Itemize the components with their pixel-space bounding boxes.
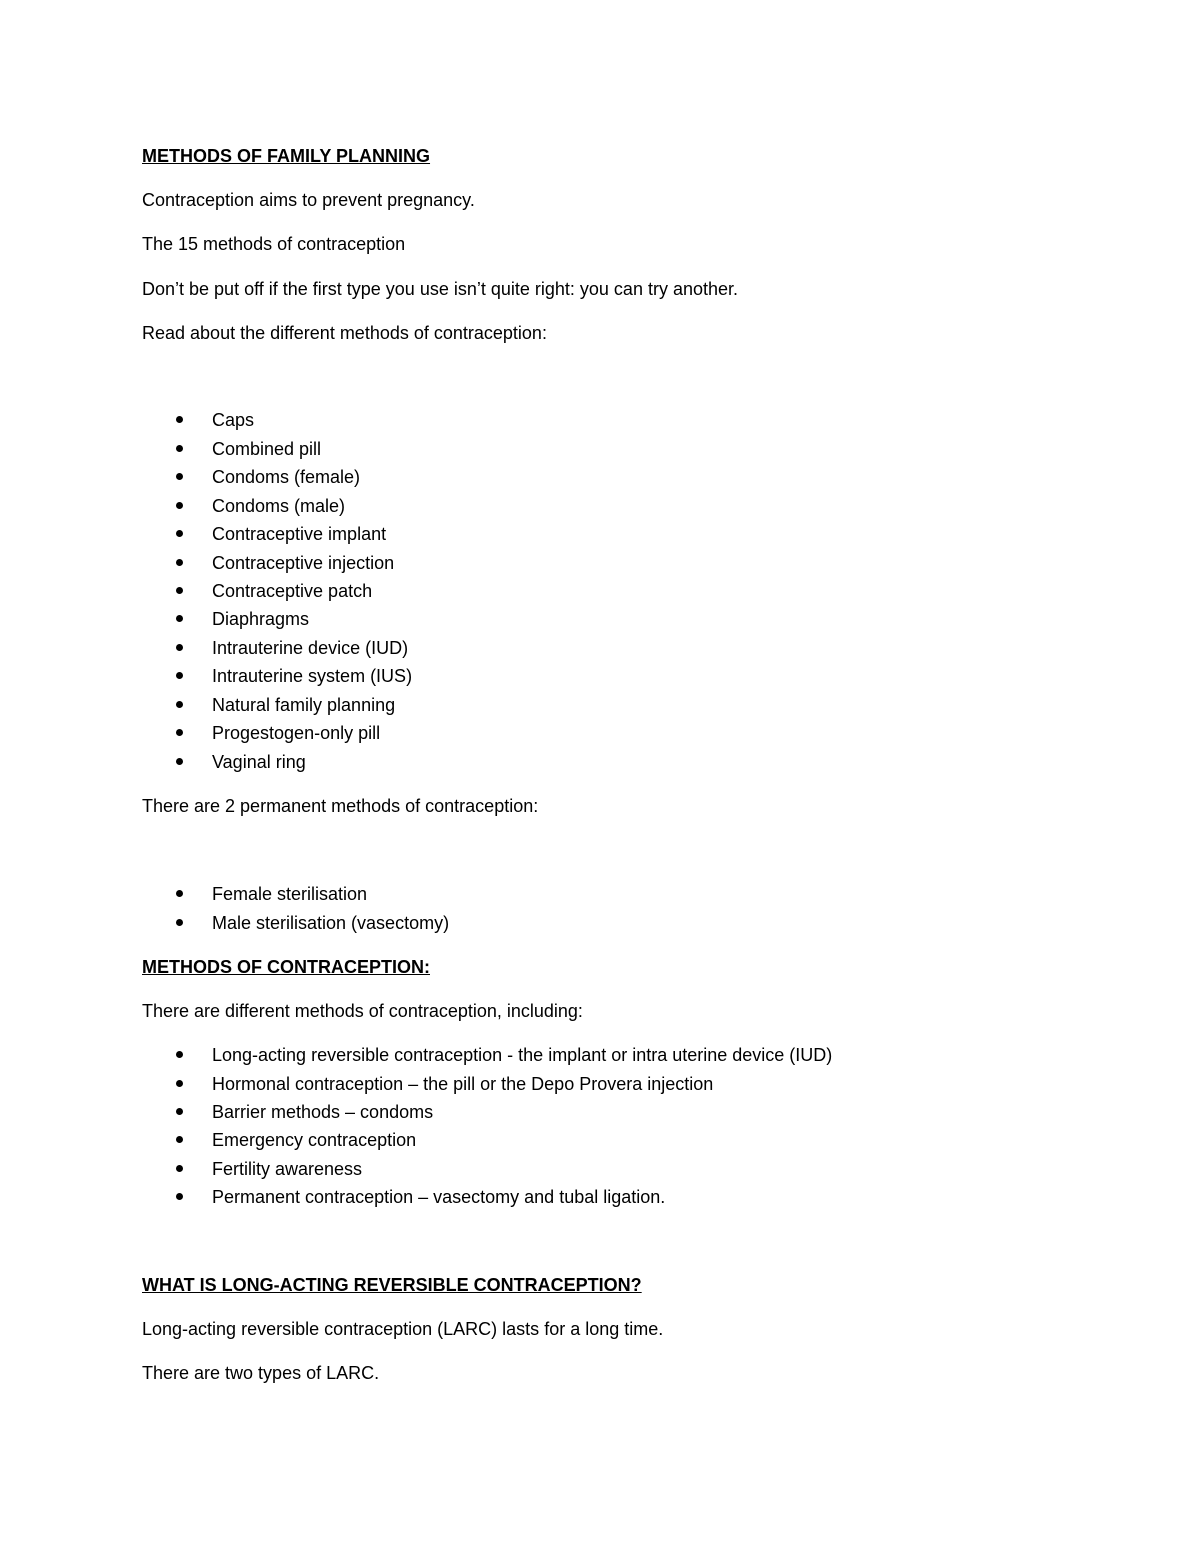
bullet-icon xyxy=(176,587,183,594)
bullet-icon xyxy=(176,559,183,566)
bullet-icon xyxy=(176,615,183,622)
heading-methods-of-contraception: METHODS OF CONTRACEPTION: xyxy=(142,957,430,977)
bullet-icon xyxy=(176,890,183,897)
bullet-icon xyxy=(176,1193,183,1200)
bullet-icon xyxy=(176,758,183,765)
bullet-icon xyxy=(176,672,183,679)
intro-paragraph: Contraception aims to prevent pregnancy. xyxy=(142,190,475,210)
permanent-methods-intro: There are 2 permanent methods of contraception: xyxy=(142,796,539,816)
bullet-icon xyxy=(176,729,183,736)
larc-paragraph: Long-acting reversible contraception (LARC) lasts for a long time. xyxy=(142,1319,664,1339)
heading-what-is-larc: WHAT IS LONG-ACTING REVERSIBLE CONTRACEPTION? xyxy=(142,1275,642,1295)
bullet-icon xyxy=(176,919,183,926)
bullet-icon xyxy=(176,1080,183,1087)
bullet-icon xyxy=(176,502,183,509)
intro-paragraph: Don’t be put off if the first type you use isn’t quite right: you can try another. xyxy=(142,279,739,299)
bullet-icon xyxy=(176,1051,183,1058)
bullet-icon xyxy=(176,1165,183,1172)
intro-paragraph: The 15 methods of contraception xyxy=(142,234,406,254)
heading-methods-of-family-planning: METHODS OF FAMILY PLANNING xyxy=(142,146,431,166)
document-page: METHODS OF FAMILY PLANNING Contraception aims to prevent pregnancy. The 15 methods of contraception Don’t be put off if the first type you use isn’t quite right: you can try another. Read about the different methods of contraception: Caps Combined pill Condoms (female) Condoms (male) Contraceptive implant Contraceptive injection Contraceptive patch Diaphragms Intrauterine device (IUD) Intrauterine system (IUS) Natural family planning Progestogen-only pill Vaginal ring There are 2 permanent methods of contraception: Female sterilisation Male sterilisation (vasectomy) METHODS OF CONTRACEPTION: There are different methods of contraception, including: Long-acting reversible contraception - the implant or intra uterine device (IUD) Hormonal contraception – the pill or the Depo Provera injection Barrier methods – condoms Emergency contraception Fertility awareness Permanent contraception – vasectomy and tubal ligation. WHAT IS LONG-ACTING REVERSIBLE CONTRACEPTION? Long-acting reversible contraception (LARC) lasts for a long time. There are two types of LARC. xyxy=(142,146,833,1383)
bullet-icon xyxy=(176,416,183,423)
bullet-icon xyxy=(176,530,183,537)
bullet-icon xyxy=(176,1136,183,1143)
methods-intro: There are different methods of contraception, including: xyxy=(142,1001,583,1021)
bullet-icon xyxy=(176,1108,183,1115)
bullet-icon xyxy=(176,701,183,708)
intro-paragraph: Read about the different methods of contraception: xyxy=(142,323,547,343)
bullet-icon xyxy=(176,473,183,480)
larc-paragraph: There are two types of LARC. xyxy=(142,1363,380,1383)
bullet-icon xyxy=(176,644,183,651)
bullet-icon xyxy=(176,445,183,452)
